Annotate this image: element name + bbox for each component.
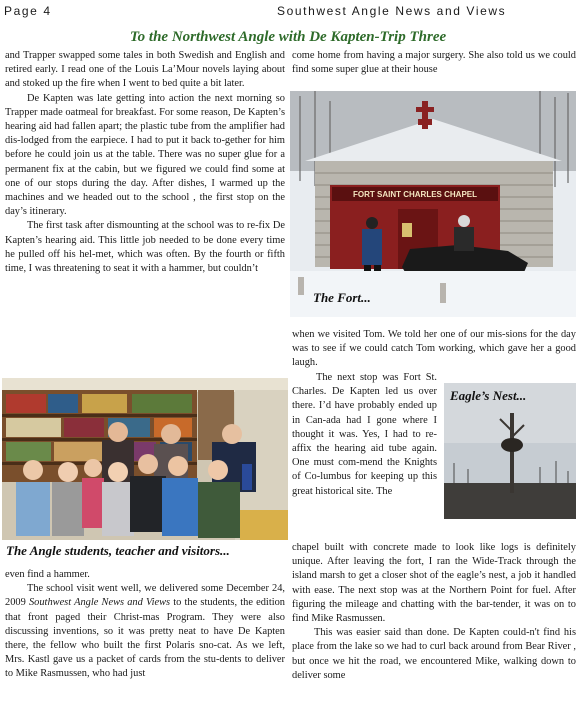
publication-title-italic: Southwest Angle News and Views <box>28 597 171 609</box>
paragraph: The first task after dismounting at the school was to re-fix De Kapten’s hearing aid. This little job needed to be done every time he pulled off his hel-met, which was often. By the fourth or fifth time, I was threatening to seat it with a hammer, but couldn’t <box>5 220 285 275</box>
column2-bottom-text <box>292 541 576 683</box>
article-title: To the Northwest Angle with De Kapten-Trip Three <box>129 29 447 45</box>
paragraph: chapel built with concrete made to look like logs is definitely unique. After leaving the fort, I ran the Wide-Track through the island marsh to get a closer shot of the eagle’s nest, a job it handled with ease. The next stop was at the Northern Point for fuel. After figuring the mileage and chatting with the bar-tender, it was on to find Mike Rasmussen. <box>292 542 576 625</box>
paragraph: and Trapper swapped some tales in both Swedish and English and retired early. I read one of the Louis La’Mour novels laying about and stoked up the fire when I went to bed quite a bit later. <box>5 50 285 90</box>
fort-caption: The Fort... <box>313 290 371 305</box>
column1-top-text <box>5 49 285 276</box>
paragraph: The school visit went well, we delivered some December 24, 2009 Southwest Angle News and Views to the students, the edition that front paged their Christ-mas Program. They were also discussing inventions, so it was pretty neat to have De Kapten there, the fellow who built the first Polaris sno-cat. As we left, Mrs. Kastl gave us a packet of cards from the stu-dents to deliver to Mike Rasmussen, who had just <box>5 583 285 680</box>
paragraph: This was easier said than done. De Kapten could-n't find his place from the lake so we had to curl back around from Bear River , but once we hit the road, we encountered Mike, walking down to deliver some <box>292 627 576 681</box>
paragraph: De Kapten was late getting into action the next morning so Trapper made oatmeal for breakfast. For some reason, De Kapten’s hearing aid had fallen apart; the plastic tube from the amplifier had dis-lodged from the earpiece. I had to put it back to-gether for him before he could join us at the table. There was no super glue for a permanent fix at the cabin, but we figured we could find some at one of our stops during the day. After dishes, I warmed up the machines and we headed out to the school , the first stop on the day’s itinerary. <box>5 92 285 218</box>
students-image <box>2 378 288 540</box>
paragraph: even find a hammer. <box>5 569 90 580</box>
chapel-sign-text: FORT SAINT CHARLES CHAPEL <box>353 190 477 199</box>
column1-bottom-text <box>5 568 285 682</box>
students-photo <box>2 378 288 540</box>
paragraph: come home from having a major surgery. She also told us we could find some super glue at their house <box>292 50 576 76</box>
page-number: Page 4 <box>4 4 52 18</box>
chapel-photo <box>290 91 576 317</box>
column2-narrow-text <box>292 371 437 499</box>
column2-middle-text <box>292 328 576 371</box>
paragraph: The next stop was Fort St. Charles. De Kapten led us over there. I’d have probably ended up in Can-ada had I gone where I thought it was. Yes, I had to re-affix the hearing aid tube again. One must com-mend the Knights of Co-lumbus for keeping up this great historical site. The <box>292 372 437 497</box>
paragraph: when we visited Tom. We told her one of our mis-sions for the day was to see if we could catch Tom working, which gave her a good laugh. <box>292 329 576 369</box>
publication-name: Southwest Angle News and Views <box>277 4 507 18</box>
column2-top-text <box>292 49 576 77</box>
chapel-image <box>290 91 576 317</box>
page-header <box>4 4 572 22</box>
students-caption: The Angle students, teacher and visitors... <box>6 543 230 558</box>
eagle-nest-caption: Eagle’s Nest... <box>450 388 527 403</box>
